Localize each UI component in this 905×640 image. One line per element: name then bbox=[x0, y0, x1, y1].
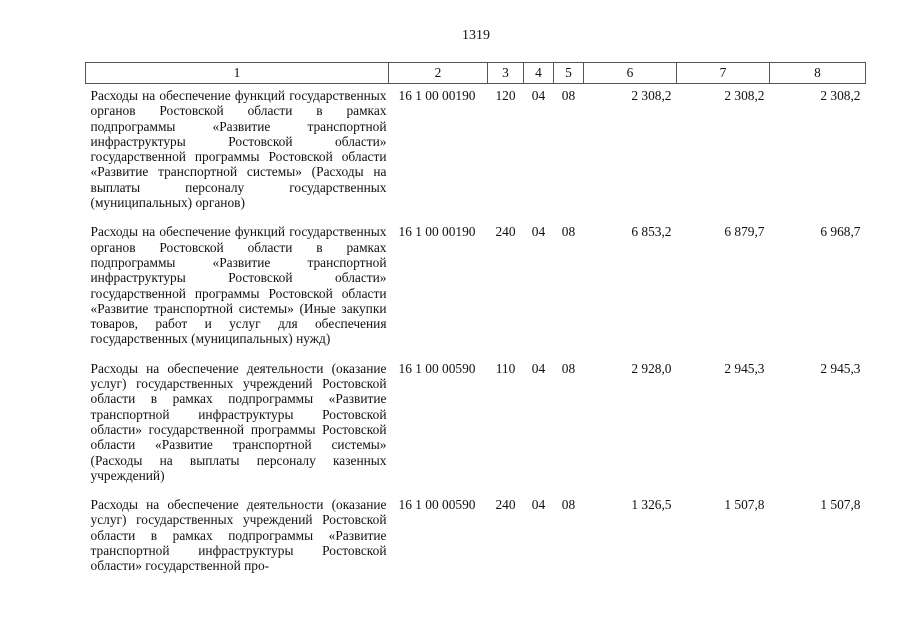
header-cell: 3 bbox=[488, 63, 524, 84]
row-sum-year2: 1 507,8 bbox=[724, 497, 765, 513]
row-subsection: 08 bbox=[561, 224, 576, 240]
row-description: Расходы на обеспечение функций государственных органов Ростовской области в рамках подпрограммы «Развитие транспортной инфраструктуры Ростовской области» государственной программы Ростовской области «Развитие транспортной системы» (Иные закупки товаров, работ и услуг для обеспечения государственных (муниципальных) нужд) bbox=[90, 224, 387, 347]
row-subsection: 08 bbox=[561, 360, 576, 376]
row-sum-year3: 6 968,7 bbox=[820, 224, 861, 240]
row-target-code: 16 1 00 00190 bbox=[398, 88, 476, 103]
header-row bbox=[86, 63, 866, 84]
row-sum-year3: 2 308,2 bbox=[820, 88, 861, 103]
row-description: Расходы на обеспечение деятельности (оказание услуг) государственных учреждений Ростовской области в рамках подпрограммы «Развитие транспортной инфраструктуры Ростовской области» государственной про- bbox=[90, 497, 387, 574]
table-row bbox=[86, 220, 866, 356]
row-sum-year3: 1 507,8 bbox=[820, 497, 861, 513]
header-cell: 7 bbox=[677, 63, 770, 84]
row-section: 04 bbox=[531, 88, 546, 103]
row-expense-type: 240 bbox=[495, 224, 516, 240]
row-sum-year1: 2 308,2 bbox=[631, 88, 672, 103]
row-expense-type: 110 bbox=[495, 360, 516, 376]
row-target-code: 16 1 00 00190 bbox=[398, 224, 476, 240]
row-section: 04 bbox=[531, 497, 546, 513]
row-sum-year2: 2 945,3 bbox=[724, 360, 765, 376]
row-sum-year2: 6 879,7 bbox=[724, 224, 765, 240]
page-number: 1319 bbox=[462, 28, 490, 43]
row-target-code: 16 1 00 00590 bbox=[398, 360, 476, 376]
header-cell: 1 bbox=[86, 63, 389, 84]
row-target-code: 16 1 00 00590 bbox=[398, 497, 476, 513]
header-cell: 2 bbox=[389, 63, 488, 84]
row-subsection: 08 bbox=[561, 88, 576, 103]
row-description: Расходы на обеспечение деятельности (оказание услуг) государственных учреждений Ростовской области в рамках подпрограммы «Развитие транспортной инфраструктуры Ростовской области» государственной программы Ростовской области «Развитие транспортной системы» (Расходы на выплаты персоналу казенных учреждений) bbox=[90, 360, 387, 483]
table-row bbox=[86, 84, 866, 221]
row-expense-type: 240 bbox=[495, 497, 516, 513]
row-description: Расходы на обеспечение функций государственных органов Ростовской области в рамках подпрограммы «Развитие транспортной инфраструктуры Ростовской области» государственной программы Ростовской области «Развитие транспортной системы» (Расходы на выплаты персоналу государственных (муниципальных) органов) bbox=[90, 88, 387, 211]
row-subsection: 08 bbox=[561, 497, 576, 513]
row-section: 04 bbox=[531, 224, 546, 240]
row-sum-year1: 6 853,2 bbox=[631, 224, 672, 240]
row-expense-type: 120 bbox=[495, 88, 516, 103]
row-sum-year2: 2 308,2 bbox=[724, 88, 765, 103]
header-cell: 5 bbox=[554, 63, 584, 84]
table-row bbox=[86, 357, 866, 493]
row-sum-year1: 1 326,5 bbox=[631, 497, 672, 513]
table-row bbox=[86, 493, 866, 583]
row-sum-year1: 2 928,0 bbox=[631, 360, 672, 376]
header-cell: 4 bbox=[524, 63, 554, 84]
header-cell: 6 bbox=[584, 63, 677, 84]
header-cell: 8 bbox=[770, 63, 866, 84]
row-sum-year3: 2 945,3 bbox=[820, 360, 861, 376]
row-section: 04 bbox=[531, 360, 546, 376]
budget-table bbox=[85, 62, 866, 584]
